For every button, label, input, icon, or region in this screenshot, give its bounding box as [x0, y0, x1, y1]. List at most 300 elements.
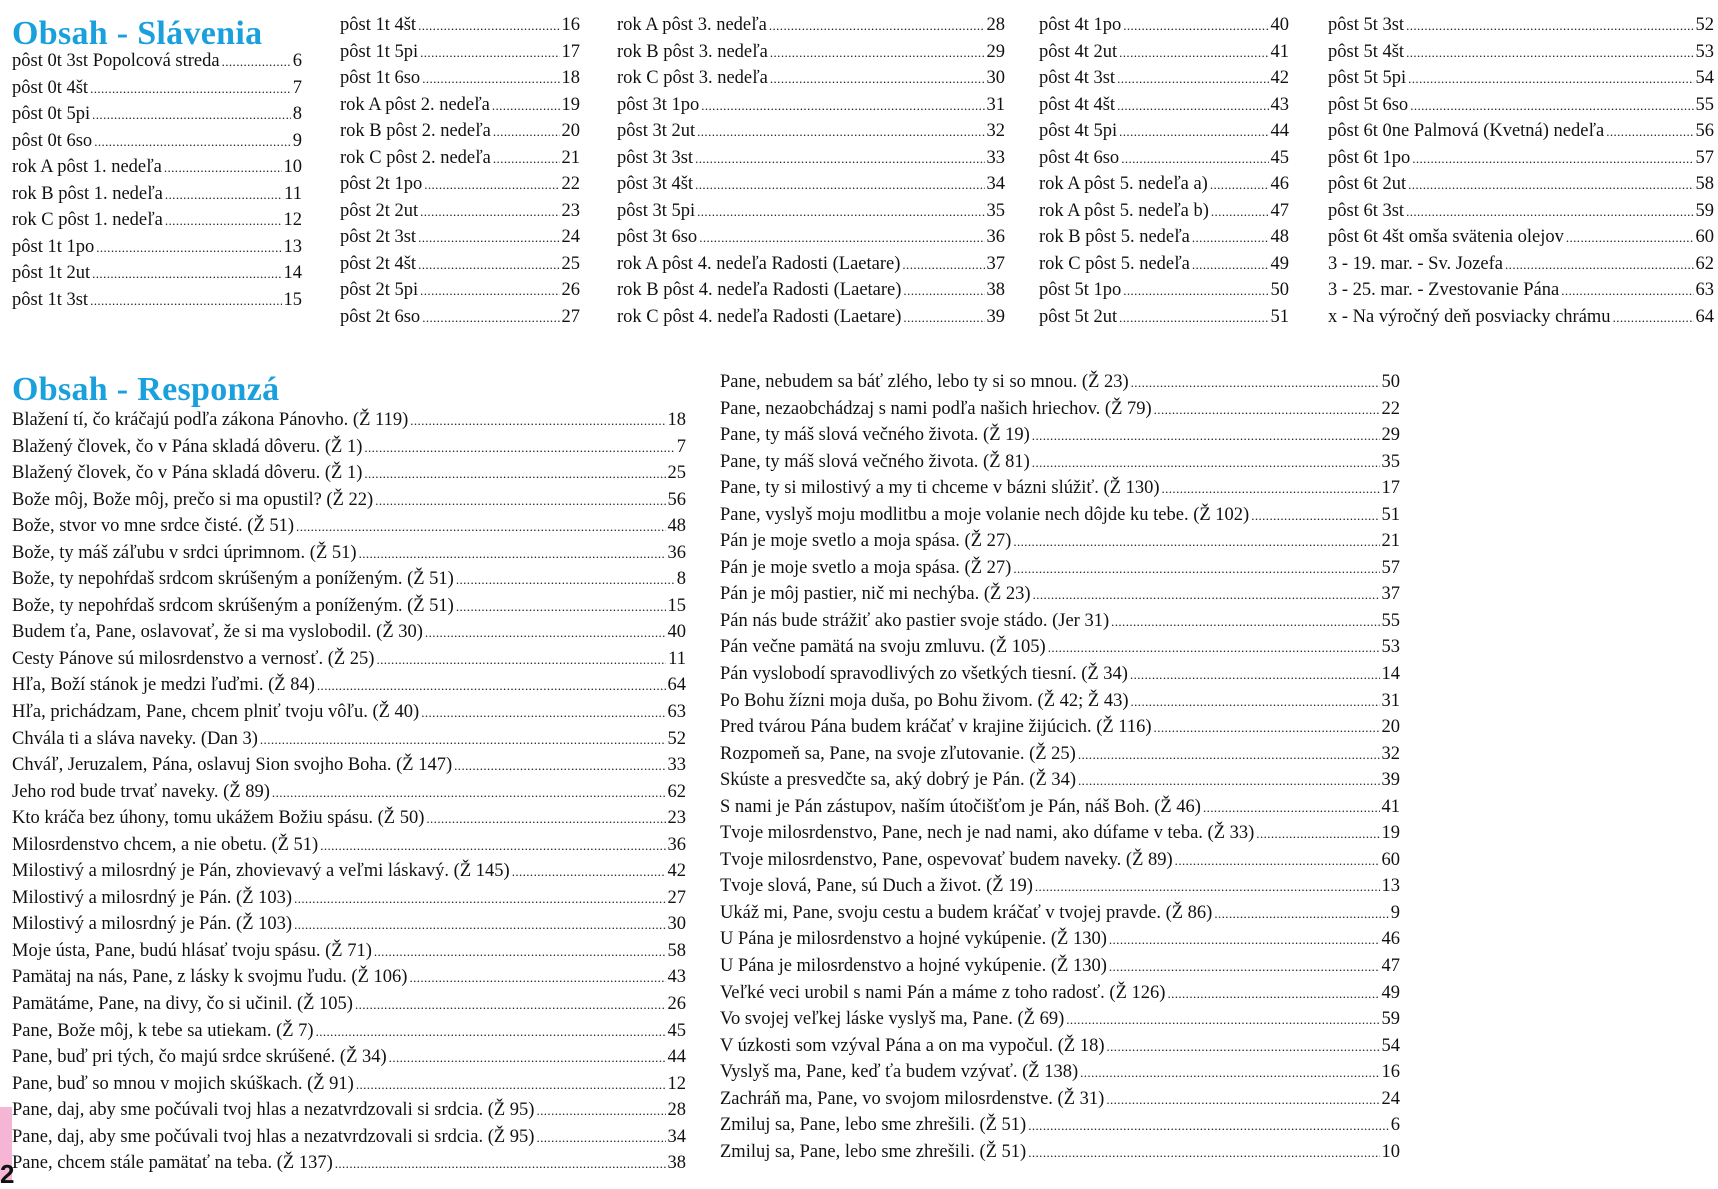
toc-entry	[340, 224, 580, 251]
toc-entry	[617, 251, 1005, 278]
toc-entry	[12, 938, 686, 965]
entry-page: 10	[283, 157, 302, 178]
dot-leader	[1032, 423, 1380, 450]
toc-entry	[1039, 39, 1289, 66]
entry-page: 17	[561, 41, 580, 62]
toc-entry	[617, 118, 1005, 145]
entry-title: rok B pôst 4. nedeľa Radosti (Laetare)	[617, 280, 902, 301]
entry-page: 55	[1381, 610, 1400, 631]
toc-entry	[12, 1124, 686, 1151]
entry-title: Moje ústa, Pane, budú hlásať tvoju spásu. (Ž 71)	[12, 940, 372, 961]
toc-entry	[720, 661, 1400, 688]
entry-page: 28	[986, 15, 1005, 35]
dot-leader	[317, 673, 666, 700]
entry-page: 63	[667, 702, 686, 723]
dot-leader	[1130, 662, 1380, 689]
entry-page: 7	[676, 436, 686, 457]
toc-entry	[12, 434, 686, 461]
toc-entry	[12, 779, 686, 806]
toc-entry	[12, 48, 302, 75]
dot-leader	[426, 806, 665, 833]
dot-leader	[1032, 450, 1380, 477]
dot-leader	[456, 567, 675, 594]
toc-entry	[12, 260, 302, 287]
entry-page: 59	[1695, 200, 1714, 221]
toc-entry	[12, 234, 302, 261]
toc-entry	[720, 502, 1400, 529]
entry-page: 51	[1381, 504, 1400, 525]
toc-entry	[720, 1006, 1400, 1033]
toc-entry	[720, 847, 1400, 874]
entry-page: 57	[1695, 147, 1714, 168]
toc-entry	[12, 566, 686, 593]
toc-entry	[12, 128, 302, 155]
dot-leader	[1408, 66, 1693, 93]
toc-entry	[1039, 65, 1289, 92]
entry-title: pôst 6t 0ne Palmová (Kvetná) nedeľa	[1328, 121, 1605, 142]
toc-entry	[12, 911, 686, 938]
entry-title: pôst 5t 4št	[1328, 41, 1405, 62]
toc-entry	[617, 145, 1005, 172]
entry-page: 27	[561, 307, 580, 328]
entry-title: Milostivý a milosrdný je Pán. (Ž 103)	[12, 887, 293, 908]
entry-page: 11	[668, 648, 686, 669]
toc-entry	[720, 581, 1400, 608]
entry-page: 51	[1270, 307, 1289, 328]
entry-title: Jeho rod bude trvať naveky. (Ž 89)	[12, 781, 270, 802]
toc-entry	[720, 767, 1400, 794]
entry-title: Tvoje milosrdenstvo, Pane, ospevovať budem naveky. (Ž 89)	[720, 849, 1173, 870]
entry-title: Pane, ty máš slová večného života. (Ž 81)	[720, 451, 1030, 472]
entry-title: Tvoje slová, Pane, sú Duch a život. (Ž 19)	[720, 876, 1033, 897]
dot-leader	[1606, 119, 1693, 146]
entry-page: 53	[1695, 41, 1714, 62]
entry-page: 64	[667, 675, 686, 696]
toc-entry	[1328, 65, 1714, 92]
responza-heading: Obsah - Responzá	[12, 371, 280, 408]
entry-page: 21	[561, 147, 580, 168]
entry-page: 56	[667, 489, 686, 510]
entry-title: pôst 6t 1po	[1328, 147, 1411, 168]
entry-page: 32	[1381, 743, 1400, 764]
toc-entry	[720, 475, 1400, 502]
entry-page: 24	[561, 227, 580, 248]
entry-page: 11	[284, 183, 302, 204]
entry-page: 46	[1270, 174, 1289, 195]
entry-page: 7	[292, 77, 302, 98]
entry-title: pôst 3t 5pi	[617, 200, 696, 221]
entry-page: 18	[561, 68, 580, 89]
entry-title: Pane, daj, aby sme počúvali tvoj hlas a nezatvrdzovali si srdcia. (Ž 95)	[12, 1126, 535, 1147]
dot-leader	[1175, 848, 1380, 875]
entry-page: 29	[1381, 425, 1400, 446]
entry-page: 26	[561, 280, 580, 301]
entry-title: rok B pôst 1. nedeľa	[12, 183, 163, 204]
entry-page: 25	[561, 253, 580, 274]
entry-title: x - Na výročný deň posviacky chrámu	[1328, 307, 1611, 328]
dot-leader	[1154, 397, 1380, 424]
entry-title: Pane, ty si milostivý a my ti chceme v bázni slúžiť. (Ž 130)	[720, 478, 1160, 499]
entry-page: 45	[667, 1020, 686, 1041]
dot-leader	[94, 129, 291, 156]
toc-entry	[12, 752, 686, 779]
entry-title: pôst 3t 1po	[617, 94, 700, 115]
entry-page: 40	[667, 622, 686, 643]
entry-page: 58	[1695, 174, 1714, 195]
toc-entry	[1328, 39, 1714, 66]
dot-leader	[96, 235, 281, 262]
dot-leader	[1131, 370, 1380, 397]
entry-page: 6	[1390, 1115, 1400, 1136]
entry-title: pôst 3t 6so	[617, 227, 698, 248]
dot-leader	[1013, 529, 1379, 556]
entry-title: Blažený človek, čo v Pána skladá dôveru. (Ž 1)	[12, 463, 363, 484]
entry-page: 46	[1381, 929, 1400, 950]
toc-entry	[720, 1139, 1400, 1166]
dot-leader	[222, 49, 291, 76]
dot-leader	[164, 155, 282, 182]
toc-entry	[720, 608, 1400, 635]
dot-leader	[1192, 225, 1269, 252]
dot-leader	[1035, 874, 1380, 901]
entry-page: 28	[667, 1100, 686, 1121]
entry-page: 16	[1381, 1062, 1400, 1083]
dot-leader	[1566, 225, 1694, 252]
entry-title: Pane, nebudem sa báť zlého, lebo ty si so mnou. (Ž 23)	[720, 372, 1129, 392]
dot-leader	[272, 780, 666, 807]
dot-leader	[335, 1151, 666, 1178]
entry-title: pôst 2t 5pi	[340, 280, 419, 301]
toc-entry	[340, 12, 580, 39]
entry-title: U Pána je milosrdenstvo a hojné vykúpenie. (Ž 130)	[720, 956, 1107, 977]
entry-title: rok A pôst 1. nedeľa	[12, 157, 162, 178]
entry-page: 21	[1381, 531, 1400, 552]
dot-leader	[697, 119, 984, 146]
toc-entry	[12, 672, 686, 699]
toc-entry	[1039, 304, 1289, 331]
entry-page: 30	[667, 914, 686, 935]
entry-page: 15	[667, 595, 686, 616]
entry-title: pôst 1t 2ut	[12, 263, 91, 284]
entry-title: Pán je môj pastier, nič mi nechýba. (Ž 23)	[720, 584, 1031, 605]
entry-title: rok C pôst 5. nedeľa	[1039, 253, 1190, 274]
entry-page: 43	[1270, 94, 1289, 115]
dot-leader	[903, 305, 984, 332]
entry-title: Hľa, Boží stánok je medzi ľuďmi. (Ž 84)	[12, 675, 315, 696]
toc-entry	[720, 820, 1400, 847]
toc-entry	[12, 287, 302, 314]
dot-leader	[456, 594, 666, 621]
entry-page: 58	[667, 940, 686, 961]
entry-page: 36	[667, 834, 686, 855]
toc-entry	[340, 251, 580, 278]
toc-entry	[12, 154, 302, 181]
toc-entry	[1039, 251, 1289, 278]
entry-title: pôst 4t 4št	[1039, 94, 1116, 115]
entry-title: Bože, stvor vo mne srdce čisté. (Ž 51)	[12, 516, 295, 537]
toc-entry	[12, 207, 302, 234]
entry-page: 16	[561, 15, 580, 35]
entry-page: 8	[676, 569, 686, 590]
toc-entry	[12, 646, 686, 673]
entry-page: 42	[1270, 68, 1289, 89]
entry-page: 54	[1381, 1035, 1400, 1056]
toc-entry	[720, 634, 1400, 661]
dot-leader	[1117, 66, 1268, 93]
dot-leader	[418, 225, 559, 252]
dot-leader	[1406, 13, 1693, 40]
toc-entry	[12, 858, 686, 885]
entry-page: 45	[1270, 147, 1289, 168]
entry-page: 19	[561, 94, 580, 115]
toc-entry	[340, 277, 580, 304]
entry-title: Pane, vyslyš moju modlitbu a moje volanie nech dôjde ku tebe. (Ž 102)	[720, 504, 1250, 525]
entry-title: pôst 0t 4št	[12, 77, 89, 98]
entry-title: Chváľ, Jeruzalem, Pána, oslavuj Sion svojho Boha. (Ž 147)	[12, 755, 453, 776]
dot-leader	[902, 252, 984, 279]
entry-page: 22	[1381, 398, 1400, 419]
dot-leader	[425, 620, 666, 647]
dot-leader	[493, 119, 560, 146]
toc-entry	[720, 794, 1400, 821]
dot-leader	[165, 208, 282, 235]
entry-title: Veľké veci urobil s nami Pán a máme z toho radosť. (Ž 126)	[720, 982, 1166, 1003]
entry-title: Po Bohu žízni moja duša, po Bohu živom. (Ž 42; Ž 43)	[720, 690, 1129, 711]
dot-leader	[389, 1045, 666, 1072]
toc-entry	[1328, 145, 1714, 172]
toc-entry	[340, 92, 580, 119]
toc-entry	[617, 92, 1005, 119]
entry-title: Pamätaj na nás, Pane, z lásky k svojmu ľudu. (Ž 106)	[12, 967, 408, 988]
entry-title: rok B pôst 2. nedeľa	[340, 121, 491, 142]
entry-title: pôst 2t 1po	[340, 174, 423, 195]
entry-page: 44	[1270, 121, 1289, 142]
toc-entry	[617, 12, 1005, 39]
entry-title: pôst 2t 2ut	[340, 200, 419, 221]
toc-entry	[720, 1033, 1400, 1060]
dot-leader	[1410, 93, 1693, 120]
dot-leader	[1106, 1087, 1379, 1114]
entry-page: 39	[986, 307, 1005, 328]
toc-entry	[720, 555, 1400, 582]
entry-title: Pán večne pamätá na svoju zmluvu. (Ž 105)	[720, 637, 1046, 658]
toc-entry	[12, 699, 686, 726]
entry-page: 56	[1695, 121, 1714, 142]
dot-leader	[1161, 476, 1379, 503]
toc-entry	[720, 873, 1400, 900]
dot-leader	[1131, 689, 1380, 716]
toc-entry	[720, 1059, 1400, 1086]
toc-entry	[12, 75, 302, 102]
entry-page: 60	[1381, 849, 1400, 870]
dot-leader	[294, 912, 665, 939]
entry-page: 40	[1270, 15, 1289, 35]
toc-entry	[1328, 118, 1714, 145]
dot-leader	[1123, 278, 1268, 305]
entry-page: 30	[986, 68, 1005, 89]
responza-column-2	[720, 369, 1400, 1165]
entry-title: Pane, nezaobchádzaj s nami podľa našich hriechov. (Ž 79)	[720, 398, 1152, 419]
entry-page: 44	[667, 1047, 686, 1068]
dot-leader	[90, 76, 291, 103]
toc-entry	[720, 528, 1400, 555]
entry-page: 39	[1381, 770, 1400, 791]
toc-entry	[720, 900, 1400, 927]
dot-leader	[1109, 927, 1380, 954]
toc-entry	[340, 39, 580, 66]
entry-page: 17	[1381, 478, 1400, 499]
entry-page: 34	[986, 174, 1005, 195]
dot-leader	[421, 700, 665, 727]
entry-title: pôst 5t 2ut	[1039, 307, 1118, 328]
entry-title: pôst 3t 4št	[617, 174, 694, 195]
toc-entry	[720, 396, 1400, 423]
toc-entry	[720, 980, 1400, 1007]
entry-title: pôst 1t 3st	[12, 289, 89, 310]
toc-entry	[12, 407, 686, 434]
entry-title: Skúste a presvedčte sa, aký dobrý je Pán. (Ž 34)	[720, 770, 1077, 791]
entry-title: pôst 0t 6so	[12, 130, 93, 151]
dot-leader	[903, 278, 984, 305]
toc-entry	[720, 1086, 1400, 1113]
dot-leader	[1408, 172, 1693, 199]
entry-page: 26	[667, 994, 686, 1015]
dot-leader	[492, 93, 560, 120]
entry-title: Ukáž mi, Pane, svoju cestu a budem kráčať v tvojej pravde. (Ž 86)	[720, 902, 1213, 923]
toc-entry	[12, 1044, 686, 1071]
toc-entry	[12, 540, 686, 567]
entry-title: rok C pôst 1. nedeľa	[12, 210, 163, 231]
toc-entry	[720, 926, 1400, 953]
entry-page: 14	[1381, 664, 1400, 685]
entry-title: pôst 2t 4št	[340, 253, 417, 274]
entry-title: Zmiluj sa, Pane, lebo sme zhrešili. (Ž 51)	[720, 1115, 1027, 1136]
entry-page: 22	[561, 174, 580, 195]
dot-leader	[1028, 1140, 1379, 1167]
entry-title: Pred tvárou Pána budem kráčať v krajine žijúcich. (Ž 116)	[720, 717, 1152, 738]
entry-page: 31	[1381, 690, 1400, 711]
entry-title: pôst 3t 3st	[617, 147, 694, 168]
dot-leader	[1066, 1007, 1379, 1034]
entry-page: 10	[1381, 1141, 1400, 1162]
dot-leader	[1121, 146, 1268, 173]
entry-title: Bože, ty máš záľubu v srdci úprimnom. (Ž 51)	[12, 542, 357, 563]
entry-page: 29	[986, 41, 1005, 62]
toc-entry	[720, 953, 1400, 980]
entry-title: 3 - 19. mar. - Sv. Jozefa	[1328, 253, 1504, 274]
entry-title: V úzkosti som vzýval Pána a on ma vypočul. (Ž 18)	[720, 1035, 1105, 1056]
dot-leader	[316, 1019, 666, 1046]
dot-leader	[376, 647, 666, 674]
toc-entry	[720, 369, 1400, 396]
toc-entry	[12, 619, 686, 646]
dot-leader	[375, 488, 665, 515]
toc-entry	[1039, 171, 1289, 198]
entry-title: Bože, ty nepohŕdaš srdcom skrúšeným a poníženým. (Ž 51)	[12, 595, 454, 616]
entry-title: Pán je moje svetlo a moja spása. (Ž 27)	[720, 557, 1012, 578]
dot-leader	[418, 13, 559, 40]
toc-entry	[720, 714, 1400, 741]
toc-entry	[617, 39, 1005, 66]
entry-page: 32	[986, 121, 1005, 142]
dot-leader	[320, 833, 665, 860]
entry-page: 38	[667, 1153, 686, 1174]
slavenia-column-1	[12, 48, 302, 313]
entry-title: pôst 5t 5pi	[1328, 68, 1407, 89]
entry-title: Pán nás bude strážiť ako pastier svoje stádo. (Jer 31)	[720, 610, 1110, 631]
entry-page: 36	[986, 227, 1005, 248]
entry-page: 34	[667, 1126, 686, 1147]
entry-title: Pán vyslobodí spravodlivých zo všetkých tiesní. (Ž 34)	[720, 664, 1128, 685]
entry-page: 13	[283, 236, 302, 257]
dot-leader	[1251, 503, 1379, 530]
entry-title: Pane, Bože môj, k tebe sa utiekam. (Ž 7)	[12, 1020, 314, 1041]
entry-title: pôst 1t 5pi	[340, 41, 419, 62]
toc-entry	[12, 181, 302, 208]
entry-page: 13	[1381, 876, 1400, 897]
dot-leader	[1406, 199, 1693, 226]
toc-entry	[12, 832, 686, 859]
dot-leader	[356, 1072, 666, 1099]
dot-leader	[1028, 1113, 1389, 1140]
toc-entry	[340, 65, 580, 92]
entry-page: 41	[1381, 796, 1400, 817]
entry-page: 15	[283, 289, 302, 310]
dot-leader	[1505, 252, 1693, 279]
dot-leader	[1412, 146, 1693, 173]
entry-page: 52	[1695, 15, 1714, 35]
toc-entry	[12, 885, 686, 912]
entry-title: Rozpomeň sa, Pane, na svoje zľutovanie. (Ž 25)	[720, 743, 1076, 764]
dot-leader	[1210, 172, 1269, 199]
entry-page: 20	[1381, 717, 1400, 738]
entry-title: Vyslyš ma, Pane, keď ťa budem vzývať. (Ž 138)	[720, 1062, 1079, 1083]
entry-page: 41	[1270, 41, 1289, 62]
dot-leader	[420, 199, 559, 226]
entry-page: 49	[1270, 253, 1289, 274]
dot-leader	[1048, 635, 1380, 662]
entry-title: rok C pôst 3. nedeľa	[617, 68, 768, 89]
dot-leader	[697, 199, 984, 226]
entry-page: 23	[667, 808, 686, 829]
dot-leader	[364, 461, 665, 488]
responza-column-1	[12, 407, 686, 1177]
dot-leader	[512, 859, 666, 886]
entry-title: Zachráň ma, Pane, vo svojom milosrdenstve. (Ž 31)	[720, 1088, 1105, 1109]
entry-title: Blažený človek, čo v Pána skladá dôveru. (Ž 1)	[12, 436, 363, 457]
entry-title: pôst 4t 1po	[1039, 15, 1122, 35]
toc-entry	[1039, 92, 1289, 119]
entry-page: 18	[667, 410, 686, 430]
dot-leader	[418, 252, 559, 279]
entry-page: 12	[283, 210, 302, 231]
toc-entry	[617, 198, 1005, 225]
toc-entry	[1328, 251, 1714, 278]
entry-page: 23	[561, 200, 580, 221]
toc-entry	[340, 304, 580, 331]
dot-leader	[695, 172, 984, 199]
entry-title: Milostivý a milosrdný je Pán. (Ž 103)	[12, 914, 293, 935]
dot-leader	[1256, 821, 1379, 848]
toc-entry	[340, 198, 580, 225]
entry-title: pôst 2t 3st	[340, 227, 417, 248]
dot-leader	[1192, 252, 1269, 279]
toc-entry	[617, 304, 1005, 331]
entry-page: 9	[1390, 902, 1400, 923]
entry-title: Milosrdenstvo chcem, a nie obetu. (Ž 51)	[12, 834, 319, 855]
entry-page: 31	[986, 94, 1005, 115]
slavenia-column-4	[1039, 12, 1289, 331]
